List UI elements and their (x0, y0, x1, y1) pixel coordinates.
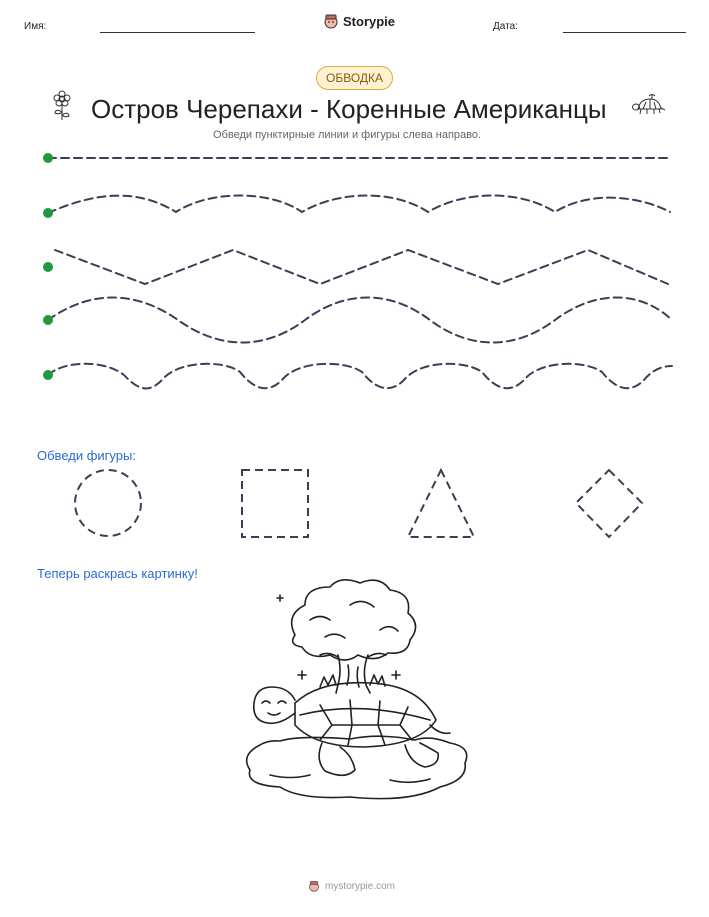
trace-triangle (408, 470, 474, 537)
trace-diamond (576, 470, 642, 537)
footer-site[interactable]: mystorypie.com (325, 880, 396, 892)
trace-square (242, 470, 308, 537)
name-label: Имя: (24, 21, 47, 32)
brand-name: Storypie (343, 13, 396, 29)
storypie-mascot-icon (308, 880, 320, 892)
page-title: Остров Черепахи - Коренные Американцы (91, 94, 607, 124)
trace-circle (75, 470, 141, 536)
footer (308, 880, 395, 892)
worksheet-type-badge: ОБВОДКА (316, 66, 393, 90)
coloring-heading: Теперь раскрась картинку! (37, 566, 198, 581)
shapes-heading: Обведи фигуры: (37, 448, 136, 463)
instructions: Обведи пунктирные линии и фигуры слева направо. (213, 129, 482, 141)
date-label: Дата: (493, 21, 518, 32)
turtle-tree-coloring-picture (240, 575, 470, 805)
